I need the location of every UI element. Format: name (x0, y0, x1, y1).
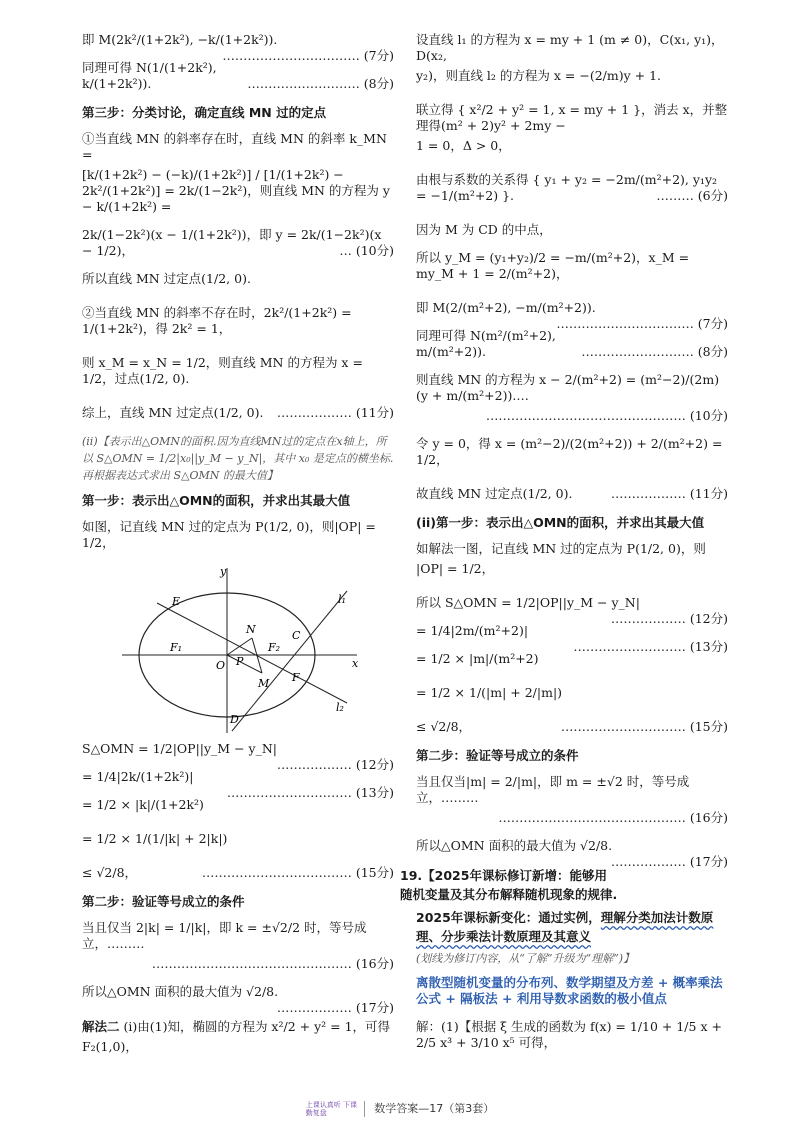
answer-line: S△OMN = 1/2|OP||y_M − y_N| (82, 741, 277, 756)
footer-text: 数学答案—17（第3套） (374, 1102, 495, 1115)
score-mark: …………………………… (7分) (222, 48, 394, 63)
score-mark: … (10分) (339, 243, 394, 258)
question-note: 【2025年课标修订新增：能够用随机变量及其分布解释随机现象的规律. (400, 868, 618, 902)
segment-ON (227, 638, 252, 655)
score-mark: ……………………………… (15分) (201, 865, 394, 880)
answer-line: 如解法一图，记直线 MN 过的定点为 P(1/2, 0)，则 (416, 541, 706, 556)
answer-line: 所以 y_M = (y₁+y₂)/2 = −m/(m²+2)，x_M = my_M + 1 = 2/(m²+2)， (416, 250, 690, 281)
score-mark: ………………………………………… (10分) (485, 408, 728, 423)
annotation-note: (ii)【表示出△OMN的面积.因为直线MN过的定点在x轴上，所以 S△OMN = 1/2|x₀||y_M − y_N|，其中 x₀ 是定点的横坐标.再根据表达式求出 S△OMN 的最大值】 (82, 435, 394, 482)
answer-line: 所以△OMN 面积的最大值为 √2/8. (82, 984, 279, 999)
score-mark: ……………… (11分) (610, 486, 728, 501)
fig-label: y (220, 565, 227, 578)
solution-start: 解：(1)【根据 ξ 生成的函数为 f(x) = 1/10 + 1/5 x + 2/5 x³ + 3/10 x⁵ 可得， (416, 1019, 722, 1050)
answer-line: 即 M(2k²/(1+2k²), −k/(1+2k²)). (82, 32, 278, 47)
step-heading: 第二步：验证等号成立的条件 (82, 894, 245, 909)
fig-label: O (216, 659, 226, 672)
answer-line: 联立得 { x²/2 + y² = 1, x = my + 1 }，消去 x，并整理得(m² + 2)y² + 2my − (416, 102, 728, 133)
score-mark: ……………………………………… (16分) (498, 810, 728, 825)
answer-line: F₂(1,0)， (82, 1039, 138, 1054)
page-footer (0, 1100, 800, 1117)
fig-label: F₂ (268, 641, 281, 654)
answer-line: 综上，直线 MN 过定点(1/2, 0). (82, 405, 264, 420)
fig-label: F₁ (170, 641, 183, 654)
answer-line: [k/(1+2k²) − (−k)/(1+2k²)] / [1/(1+2k²) − 2k²/(1+2k²)] = 2k/(1−2k²)，则直线 MN 的方程为 y − k/(1+2k²) = (82, 167, 390, 214)
answer-line: 则直线 MN 的方程为 x − 2/(m²+2) = (m²−2)/(2m)(y + m/(m²+2)).… (416, 372, 720, 403)
fig-label: x (352, 657, 359, 670)
answer-line: |OP| = 1/2， (416, 561, 495, 576)
score-mark: ………………………… (15分) (560, 719, 728, 734)
answer-line: ≤ √2/8， (416, 719, 472, 734)
answer-line: = 1/2 × 1/(1/|k| + 2|k|) (82, 831, 228, 846)
score-mark: ………………………… (13分) (226, 785, 394, 800)
score-mark: …………………………… (7分) (556, 316, 728, 331)
answer-line: 当且仅当 2|k| = 1/|k|，即 k = ±√2/2 时，等号成立，……… (82, 920, 367, 951)
right-column (400, 32, 728, 1063)
score-mark: ……………… (11分) (276, 405, 394, 420)
answer-line: = 1/2 × |k|/(1+2k²) (82, 797, 204, 812)
fig-label: l₁ (338, 593, 346, 606)
score-mark: ……………… (12分) (610, 611, 728, 626)
score-mark: ……………… (17分) (276, 1000, 394, 1015)
answer-line: = 1/4|2m/(m²+2)| (416, 623, 529, 638)
fig-label: P (236, 655, 244, 668)
answer-line: ②当直线 MN 的斜率不存在时，2k²/(1+2k²) = 1/(1+2k²)，得 2k² = 1， (82, 305, 352, 336)
answer-line: 故直线 MN 过定点(1/2, 0). (416, 486, 573, 501)
answer-line: y₂)，则直线 l₂ 的方程为 x = −(2/m)y + 1. (416, 68, 662, 83)
step-heading: (ii)第一步：表示出△OMN的面积，并求出其最大值 (416, 515, 705, 530)
answer-line: 1 = 0，Δ > 0， (416, 138, 511, 153)
score-mark: ……………………… (8分) (247, 76, 394, 91)
answer-line: 令 y = 0，得 x = (m²−2)/(2(m²+2)) + 2/(m²+2) = 1/2， (416, 436, 723, 467)
answer-line: 同理可得 N(m²/(m²+2), m/(m²+2)). (416, 328, 556, 359)
fig-label: D (230, 713, 239, 726)
answer-line: ①当直线 MN 的斜率存在时，直线 MN 的斜率 k_MN = (82, 131, 387, 162)
answer-line: 则 x_M = x_N = 1/2，则直线 MN 的方程为 x = 1/2，过点(1/2, 0). (82, 355, 363, 386)
score-mark: ……………………… (8分) (581, 344, 728, 359)
method-title: 解法二 (82, 1019, 120, 1034)
curriculum-label: 2025年课标新变化：通过实例， (416, 910, 601, 925)
answer-line: 因为 M 为 CD 的中点， (416, 222, 552, 237)
answer-line: 同理可得 N(1/(1+2k²), k/(1+2k²)). (82, 60, 217, 91)
answer-line: ≤ √2/8， (82, 865, 138, 880)
question-19-curriculum (416, 908, 728, 946)
annotation-note: (划线为修订内容，从“了解”升级为“理解”)】 (416, 952, 635, 965)
answer-line: 所以直线 MN 过定点(1/2, 0). (82, 271, 251, 286)
score-mark: ……………… (12分) (276, 757, 394, 772)
question-19-header (400, 866, 728, 904)
fig-label: C (292, 629, 301, 642)
answer-line: 当且仅当|m| = 2/|m|，即 m = ±√2 时，等号成立，……… (416, 774, 690, 805)
fig-label: E (172, 595, 181, 608)
score-mark: ……… (6分) (656, 188, 728, 203)
score-mark: ……………………… (13分) (573, 639, 728, 654)
line-l2 (157, 603, 347, 703)
fig-label: l₂ (336, 701, 344, 714)
answer-line: 设直线 l₁ 的方程为 x = my + 1 (m ≠ 0)，C(x₁, y₁)，D(x₂, (416, 32, 724, 63)
step-heading: 第三步：分类讨论，确定直线 MN 过的定点 (82, 105, 327, 120)
answer-line: 2k/(1−2k²)(x − 1/(1+2k²))，即 y = 2k/(1−2k²)(x − 1/2)， (82, 227, 382, 258)
answer-line: 所以△OMN 面积的最大值为 √2/8. (416, 838, 613, 853)
score-mark: ……………… (17分) (610, 854, 728, 869)
answer-line: = 1/2 × |m|/(m²+2) (416, 651, 539, 666)
answer-line: = 1/4|2k/(1+2k²)| (82, 769, 194, 784)
knowledge-points: 离散型随机变量的分布列、数学期望及方差 + 概率乘法公式 + 隔板法 + 利用导数求函数的极小值点 (416, 975, 723, 1006)
answer-line: = 1/2 × 1/(|m| + 2/|m|) (416, 685, 563, 700)
answer-line: 所以 S△OMN = 1/2|OP||y_M − y_N| (416, 595, 640, 610)
answer-line: 由根与系数的关系得 { y₁ + y₂ = −2m/(m²+2), y₁y₂ = −1/(m²+2) }. (416, 172, 718, 203)
segment-OM (227, 655, 262, 673)
curriculum-underlined: 理解分类加法计数原理、分步乘法计数原理及其意义 (416, 910, 714, 944)
fig-label: M (258, 677, 270, 690)
question-number: 19. (400, 868, 423, 883)
fig-label: N (246, 623, 256, 636)
step-heading: 第一步：表示出△OMN的面积，并求出其最大值 (82, 493, 351, 508)
answer-line: (i)由(1)知，椭圆的方程为 x²/2 + y² = 1，可得 (123, 1019, 391, 1034)
left-column (82, 32, 394, 1067)
ellipse-figure (112, 563, 362, 733)
fig-label: F (292, 671, 300, 684)
brand-logo: 上课认真听 下课勤复盘 (306, 1101, 365, 1117)
answer-line: 如图，记直线 MN 过的定点为 P(1/2, 0)，则|OP| = 1/2， (82, 519, 376, 550)
score-mark: ………………………………………… (16分) (151, 956, 394, 971)
step-heading: 第二步：验证等号成立的条件 (416, 748, 579, 763)
answer-line: 即 M(2/(m²+2), −m/(m²+2)). (416, 300, 596, 315)
